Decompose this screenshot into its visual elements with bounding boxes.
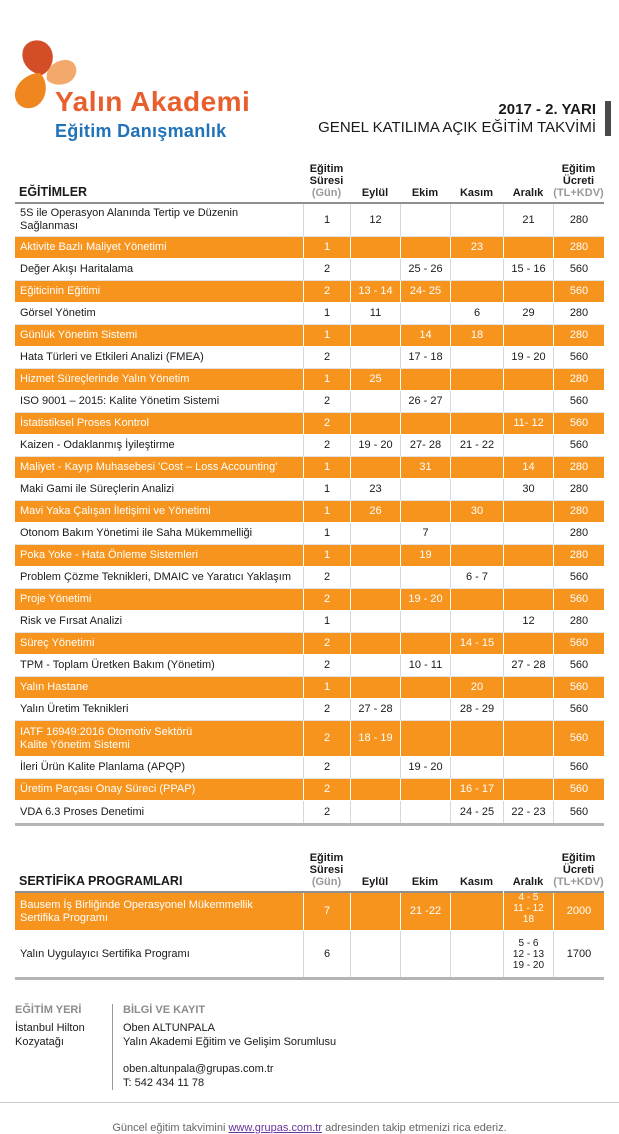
duration-cell: 1 — [303, 457, 350, 478]
kasim-cell — [450, 611, 503, 632]
price-cell: 560 — [553, 655, 604, 676]
duration-cell: 2 — [303, 347, 350, 368]
eylul-cell — [350, 523, 400, 544]
course-name-cell: Poka Yoke - Hata Önleme Sistemleri — [20, 549, 198, 561]
ekim-cell — [400, 677, 450, 698]
price-cell: 280 — [553, 545, 604, 566]
eylul-cell — [350, 677, 400, 698]
aralik-cell — [503, 325, 553, 346]
duration-cell: 1 — [303, 501, 350, 522]
kasim-cell — [450, 757, 503, 778]
aralik-cell: 27 - 28 — [503, 655, 553, 676]
course-name-cell: Maliyet - Kayıp Muhasebesi 'Cost – Loss Accounting' — [20, 461, 278, 473]
trainings-table-body — [15, 204, 604, 826]
eylul-cell — [350, 237, 400, 258]
price-cell: 560 — [553, 801, 604, 823]
contact-email: oben.altunpala@grupas.com.tr — [123, 1063, 274, 1075]
price-cell: 280 — [553, 523, 604, 544]
price-cell: 560 — [553, 699, 604, 720]
kasim-cell — [450, 931, 503, 977]
kasim-cell — [450, 523, 503, 544]
table-row — [15, 655, 604, 677]
duration-cell: 2 — [303, 567, 350, 588]
aralik-cell — [503, 633, 553, 654]
table-row — [15, 589, 604, 611]
table-row — [15, 237, 604, 259]
kasim-cell — [450, 893, 503, 930]
duration-cell: 6 — [303, 931, 350, 977]
price-cell: 280 — [553, 237, 604, 258]
duration-cell: 2 — [303, 699, 350, 720]
brand-subtitle: Eğitim Danışmanlık — [55, 121, 227, 141]
eylul-cell — [350, 611, 400, 632]
ekim-cell — [400, 699, 450, 720]
kasim-cell: 20 — [450, 677, 503, 698]
duration-cell: 1 — [303, 677, 350, 698]
table-row — [15, 721, 604, 757]
course-name-cell: Aktivite Bazlı Maliyet Yönetimi — [20, 241, 167, 253]
kasim-cell — [450, 259, 503, 280]
eylul-cell: 27 - 28 — [350, 699, 400, 720]
price-cell: 560 — [553, 567, 604, 588]
table-row — [15, 523, 604, 545]
aralik-cell: 22 - 23 — [503, 801, 553, 823]
kasim-cell — [450, 369, 503, 390]
col-ekim: Ekim — [411, 187, 439, 199]
aralik-cell — [503, 391, 553, 412]
table-row — [15, 325, 604, 347]
price-cell: 560 — [553, 633, 604, 654]
eylul-cell — [350, 457, 400, 478]
trainings-table — [15, 163, 604, 826]
eylul-cell — [350, 347, 400, 368]
course-name-cell: Değer Akışı Haritalama — [20, 263, 134, 275]
course-name-cell: Eğiticinin Eğitimi — [20, 285, 101, 297]
kasim-cell — [450, 589, 503, 610]
table-row — [15, 779, 604, 801]
title-accent-bar — [605, 101, 611, 136]
kasim-cell: 24 - 25 — [450, 801, 503, 823]
eylul-cell — [350, 633, 400, 654]
ekim-cell — [400, 303, 450, 324]
duration-cell: 2 — [303, 413, 350, 434]
table-row — [15, 611, 604, 633]
eylul-cell — [350, 893, 400, 930]
duration-cell: 1 — [303, 303, 350, 324]
certificates-table — [15, 852, 604, 980]
ekim-cell — [400, 611, 450, 632]
eylul-cell — [350, 779, 400, 800]
duration-cell: 1 — [303, 479, 350, 500]
table-row — [15, 259, 604, 281]
course-name-cell: Otonom Bakım Yönetimi ile Saha Mükemmelliği — [20, 527, 253, 539]
certificates-table-body — [15, 893, 604, 980]
eylul-cell — [350, 325, 400, 346]
table-row — [15, 699, 604, 721]
course-name-cell: Bausem İş Birliğinde Operasyonel Mükemmellik Sertifika Programı — [20, 898, 253, 924]
ekim-cell: 7 — [400, 523, 450, 544]
col-ekim: Ekim — [411, 876, 439, 888]
calendar-title-block — [318, 101, 611, 136]
eylul-cell — [350, 931, 400, 977]
duration-cell: 1 — [303, 325, 350, 346]
kasim-cell: 21 - 22 — [450, 435, 503, 456]
aralik-cell — [503, 589, 553, 610]
aralik-cell — [503, 435, 553, 456]
course-name-cell: Risk ve Fırsat Analizi — [20, 615, 123, 627]
course-name-cell: Görsel Yönetim — [20, 307, 96, 319]
kasim-cell: 6 - 7 — [450, 567, 503, 588]
kasim-cell: 28 - 29 — [450, 699, 503, 720]
aralik-cell — [503, 699, 553, 720]
duration-cell: 1 — [303, 237, 350, 258]
aralik-cell — [503, 677, 553, 698]
aralik-cell: 21 — [503, 204, 553, 236]
footer-contact — [15, 1004, 604, 1090]
aralik-cell — [503, 369, 553, 390]
duration-cell: 1 — [303, 523, 350, 544]
course-name-cell: 5S ile Operasyon Alanında Tertip ve Düzenin Sağlanması — [20, 207, 239, 232]
col-aralik: Aralık — [512, 187, 544, 199]
kasim-cell: 23 — [450, 237, 503, 258]
brand-text — [55, 86, 250, 142]
kasim-cell — [450, 479, 503, 500]
duration-cell: 2 — [303, 391, 350, 412]
table-row — [15, 677, 604, 699]
location-label: EĞİTİM YERİ — [15, 1004, 82, 1016]
kasim-cell — [450, 655, 503, 676]
eylul-cell — [350, 545, 400, 566]
duration-cell: 1 — [303, 369, 350, 390]
kasim-cell — [450, 347, 503, 368]
table-row — [15, 391, 604, 413]
table-row — [15, 893, 604, 931]
kasim-cell: 14 - 15 — [450, 633, 503, 654]
eylul-cell — [350, 655, 400, 676]
kasim-cell — [450, 281, 503, 302]
course-name-cell: Maki Gami ile Süreçlerin Analizi — [20, 483, 175, 495]
kasim-cell — [450, 545, 503, 566]
table-row — [15, 457, 604, 479]
location-value: İstanbul Hilton Kozyatağı — [15, 1022, 85, 1048]
eylul-cell — [350, 567, 400, 588]
brand-title: Yalın Akademi — [55, 86, 251, 117]
eylul-cell: 26 — [350, 501, 400, 522]
duration-cell: 2 — [303, 721, 350, 756]
table-row — [15, 633, 604, 655]
course-name-cell: Hizmet Süreçlerinde Yalın Yönetim — [20, 373, 190, 385]
ekim-cell — [400, 204, 450, 236]
contact-role: Yalın Akademi Eğitim ve Gelişim Sorumlusu — [123, 1036, 337, 1048]
ekim-cell: 19 - 20 — [400, 589, 450, 610]
eylul-cell — [350, 589, 400, 610]
ekim-cell — [400, 237, 450, 258]
col-price: Eğitim Ücreti (TL+KDV) — [553, 163, 604, 199]
ekim-cell: 19 — [400, 545, 450, 566]
ekim-cell — [400, 931, 450, 977]
aralik-cell: 19 - 20 — [503, 347, 553, 368]
eylul-cell: 12 — [350, 204, 400, 236]
aralik-cell — [503, 545, 553, 566]
ekim-cell — [400, 801, 450, 823]
ekim-cell: 26 - 27 — [400, 391, 450, 412]
aralik-cell: 5 - 6 12 - 13 19 - 20 — [503, 931, 553, 977]
contact-block — [112, 1004, 604, 1090]
eylul-cell — [350, 391, 400, 412]
kasim-cell — [450, 204, 503, 236]
kasim-cell: 18 — [450, 325, 503, 346]
course-name-cell: Süreç Yönetimi — [20, 637, 95, 649]
price-cell: 560 — [553, 391, 604, 412]
course-name-cell: IATF 16949:2016 Otomotiv Sektörü Kalite Yönetim Sistemi — [20, 725, 193, 751]
aralik-cell — [503, 757, 553, 778]
price-cell: 560 — [553, 779, 604, 800]
table-row — [15, 413, 604, 435]
course-name-cell: Mavi Yaka Çalışan İletişimi ve Yönetimi — [20, 505, 211, 517]
kasim-cell — [450, 457, 503, 478]
table-row — [15, 204, 604, 237]
duration-cell: 2 — [303, 655, 350, 676]
section-title-programs: SERTİFİKA PROGRAMLARI — [19, 874, 183, 888]
course-name-cell: İleri Ürün Kalite Planlama (APQP) — [20, 761, 186, 773]
course-name-cell: Günlük Yönetim Sistemi — [20, 329, 138, 341]
price-cell: 560 — [553, 677, 604, 698]
price-cell: 560 — [553, 757, 604, 778]
note-prefix: Güncel eğitim takvimini — [112, 1122, 229, 1134]
duration-cell: 2 — [303, 435, 350, 456]
course-name-cell: Hata Türleri ve Etkileri Analizi (FMEA) — [20, 351, 204, 363]
course-name-cell: Yalın Hastane — [20, 681, 89, 693]
aralik-cell — [503, 721, 553, 756]
col-kasim: Kasım — [459, 187, 494, 199]
aralik-cell — [503, 281, 553, 302]
aralik-cell: 11- 12 — [503, 413, 553, 434]
table-row — [15, 347, 604, 369]
duration-cell: 1 — [303, 611, 350, 632]
kasim-cell — [450, 721, 503, 756]
col-aralik: Aralık — [512, 876, 544, 888]
trainings-table-header — [15, 163, 604, 204]
course-name-cell: ISO 9001 – 2015: Kalite Yönetim Sistemi — [20, 395, 220, 407]
course-name-cell: VDA 6.3 Proses Denetimi — [20, 805, 145, 818]
price-cell: 280 — [553, 369, 604, 390]
table-row — [15, 567, 604, 589]
table-row — [15, 281, 604, 303]
website-link[interactable]: www.grupas.com.tr — [228, 1122, 323, 1134]
price-cell: 560 — [553, 435, 604, 456]
duration-cell: 1 — [303, 545, 350, 566]
price-cell: 280 — [553, 204, 604, 236]
ekim-cell — [400, 479, 450, 500]
eylul-cell: 23 — [350, 479, 400, 500]
eylul-cell — [350, 801, 400, 823]
ekim-cell — [400, 369, 450, 390]
update-note — [0, 1122, 619, 1134]
course-name-cell: Kaizen - Odaklanmış İyileştirme — [20, 439, 175, 451]
course-name-cell: Problem Çözme Teknikleri, DMAIC ve Yaratıcı Yaklaşım — [20, 571, 292, 583]
duration-cell: 2 — [303, 757, 350, 778]
aralik-cell — [503, 567, 553, 588]
price-cell: 2000 — [553, 893, 604, 930]
table-row — [15, 757, 604, 779]
ekim-cell: 19 - 20 — [400, 757, 450, 778]
ekim-cell — [400, 779, 450, 800]
table-row — [15, 303, 604, 325]
ekim-cell: 21 -22 — [400, 893, 450, 930]
price-cell: 560 — [553, 413, 604, 434]
table-row — [15, 369, 604, 391]
duration-cell: 2 — [303, 589, 350, 610]
price-cell: 280 — [553, 501, 604, 522]
price-cell: 1700 — [553, 931, 604, 977]
ekim-cell: 14 — [400, 325, 450, 346]
price-cell: 280 — [553, 325, 604, 346]
eylul-cell: 25 — [350, 369, 400, 390]
eylul-cell: 13 - 14 — [350, 281, 400, 302]
kasim-cell: 6 — [450, 303, 503, 324]
table-row — [15, 801, 604, 823]
contact-name: Oben ALTUNPALA — [123, 1022, 215, 1034]
price-cell: 560 — [553, 589, 604, 610]
kasim-cell — [450, 413, 503, 434]
kasim-cell: 30 — [450, 501, 503, 522]
eylul-cell: 18 - 19 — [350, 721, 400, 756]
brand-logo — [12, 36, 332, 146]
eylul-cell — [350, 259, 400, 280]
col-kasim: Kasım — [459, 876, 494, 888]
course-name-cell: TPM - Toplam Üretken Bakım (Yönetim) — [20, 659, 215, 671]
course-name-cell: Yalın Uygulayıcı Sertifika Programı — [20, 947, 190, 960]
ekim-cell: 17 - 18 — [400, 347, 450, 368]
table-row — [15, 545, 604, 567]
page-header — [0, 0, 619, 163]
aralik-cell: 14 — [503, 457, 553, 478]
price-cell: 560 — [553, 281, 604, 302]
section-title-trainings: EĞİTİMLER — [19, 185, 88, 199]
col-eylul: Eylül — [361, 187, 389, 199]
kasim-cell: 16 - 17 — [450, 779, 503, 800]
eylul-cell — [350, 413, 400, 434]
aralik-cell — [503, 501, 553, 522]
course-name-cell: Proje Yönetimi — [20, 593, 92, 605]
aralik-cell: 12 — [503, 611, 553, 632]
price-cell: 560 — [553, 259, 604, 280]
course-name-cell: İstatistiksel Proses Kontrol — [20, 417, 149, 429]
eylul-cell: 11 — [350, 303, 400, 324]
duration-cell: 2 — [303, 801, 350, 823]
ekim-cell: 10 - 11 — [400, 655, 450, 676]
duration-cell: 1 — [303, 204, 350, 236]
aralik-cell — [503, 237, 553, 258]
ekim-cell — [400, 633, 450, 654]
contact-phone: T: 542 434 11 78 — [123, 1077, 205, 1089]
eylul-cell — [350, 757, 400, 778]
duration-cell: 2 — [303, 259, 350, 280]
page-title: GENEL KATILIMA AÇIK EĞİTİM TAKVİMİ — [318, 119, 596, 136]
duration-cell: 2 — [303, 281, 350, 302]
ekim-cell — [400, 501, 450, 522]
course-name-cell: Yalın Üretim Teknikleri — [20, 703, 129, 715]
spacer — [123, 1049, 604, 1062]
price-cell: 280 — [553, 479, 604, 500]
aralik-cell — [503, 779, 553, 800]
col-eylul: Eylül — [361, 876, 389, 888]
duration-cell: 7 — [303, 893, 350, 930]
note-suffix: adresinden takip etmenizi rica ederiz. — [322, 1122, 507, 1134]
aralik-cell: 30 — [503, 479, 553, 500]
price-cell: 280 — [553, 303, 604, 324]
price-cell: 560 — [553, 721, 604, 756]
ekim-cell: 25 - 26 — [400, 259, 450, 280]
price-cell: 280 — [553, 611, 604, 632]
table-row — [15, 435, 604, 457]
aralik-cell: 4 - 5 11 - 12 18 — [503, 886, 553, 930]
aralik-cell: 29 — [503, 303, 553, 324]
table-row — [15, 501, 604, 523]
table-row — [15, 931, 604, 977]
ekim-cell — [400, 721, 450, 756]
ekim-cell — [400, 413, 450, 434]
divider — [0, 1102, 619, 1103]
table-row — [15, 479, 604, 501]
aralik-cell — [503, 523, 553, 544]
duration-cell: 2 — [303, 633, 350, 654]
ekim-cell: 24- 25 — [400, 281, 450, 302]
col-duration: Eğitim Süresi (Gün) — [309, 852, 344, 888]
ekim-cell: 27- 28 — [400, 435, 450, 456]
duration-cell: 2 — [303, 779, 350, 800]
eylul-cell: 19 - 20 — [350, 435, 400, 456]
price-cell: 280 — [553, 457, 604, 478]
period-label: 2017 - 2. YARI — [498, 101, 596, 118]
col-duration: Eğitim Süresi (Gün) — [309, 163, 344, 199]
price-cell: 560 — [553, 347, 604, 368]
ekim-cell — [400, 567, 450, 588]
contact-label: BİLGİ VE KAYIT — [123, 1004, 206, 1016]
location-block — [15, 1004, 112, 1090]
course-name-cell: Üretim Parçası Onay Süreci (PPAP) — [20, 783, 196, 795]
col-price: Eğitim Ücreti (TL+KDV) — [553, 852, 604, 888]
kasim-cell — [450, 391, 503, 412]
aralik-cell: 15 - 16 — [503, 259, 553, 280]
ekim-cell: 31 — [400, 457, 450, 478]
